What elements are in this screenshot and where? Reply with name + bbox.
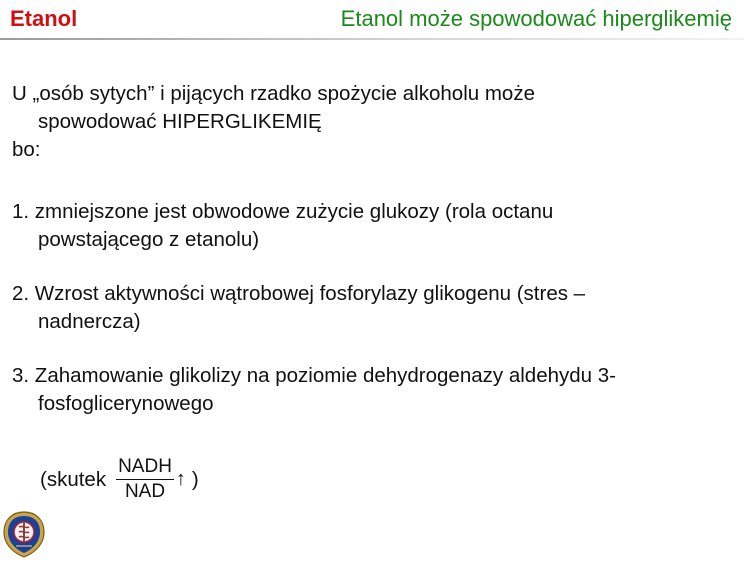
list-item-line-2: fosfoglicerynowego: [38, 392, 214, 415]
nadh-nad-fraction: [116, 456, 174, 503]
fraction-numerator: NADH: [116, 456, 174, 480]
fraction-denominator: NAD: [124, 481, 166, 502]
header-divider: [0, 38, 744, 40]
result-suffix: ): [191, 467, 199, 491]
university-seal-icon: [2, 510, 46, 558]
list-item-line-1: 1. zmniejszone jest obwodowe zużycie glukozy (rola octanu: [12, 200, 554, 223]
result-prefix: (skutek: [40, 467, 107, 491]
list-item-line-2: nadnercza): [38, 310, 141, 333]
because-label: bo:: [12, 138, 41, 161]
list-item-line-1: 2. Wzrost aktywności wątrobowej fosforylazy glikogenu (stres –: [12, 282, 586, 305]
slide-body: [12, 80, 732, 418]
list-item-line-1: 3. Zahamowanie glikolizy na poziomie dehydrogenazy aldehydu 3-: [12, 364, 616, 387]
header-topic: Etanol: [10, 6, 78, 31]
list-item-line-2: powstającego z etanolu): [38, 228, 260, 251]
list-item: [12, 362, 732, 418]
intro-line-1: U „osób sytych” i pijących rzadko spożycie alkoholu może: [12, 82, 535, 105]
up-arrow-icon: ↑: [175, 468, 186, 490]
header-slide-title: Etanol może spowodować hiperglikemię: [340, 6, 732, 31]
list-item: [12, 198, 732, 254]
slide-header: [0, 0, 744, 40]
result-expression: [40, 456, 199, 503]
intro-line-2: spowodować HIPERGLIKEMIĘ: [38, 110, 322, 133]
list-item: [12, 280, 732, 336]
